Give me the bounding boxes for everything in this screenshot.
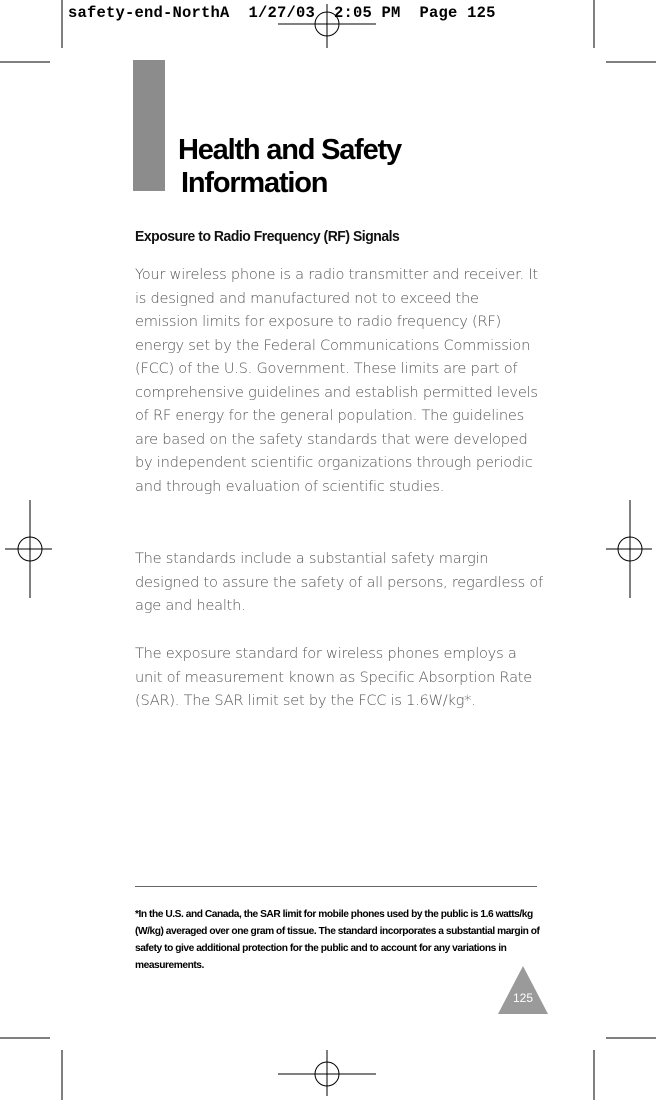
registration-mark-top — [278, 4, 376, 48]
paragraph-3: The exposure standard for wireless phones employs a unit of measurement known as Specific Absorption Rate (SAR). The SAR limit set by the FCC is 1.6W/kg*. — [135, 645, 532, 709]
triangle-icon — [498, 966, 548, 1014]
paragraph-2: The standards include a substantial safety margin designed to assure the safety of all persons, regardless of age and health. — [135, 550, 543, 614]
section-tab-bar — [133, 60, 165, 191]
page-title-line1: Health and Safety — [178, 134, 401, 166]
registration-mark-left — [5, 500, 52, 598]
page-title — [178, 134, 401, 200]
section-heading: Exposure to Radio Frequency (RF) Signals — [135, 228, 400, 245]
footnote: *In the U.S. and Canada, the SAR limit for mobile phones used by the public is 1.6 watts/kg (W/kg) averaged over one gram of tissue. The standard incorporates a substantial margin of safety to give additional protection for the public and to account for any variations in measurements. — [135, 909, 540, 971]
page-number: 125 — [512, 991, 534, 1005]
footnote-divider — [135, 886, 537, 887]
page-title-line2: Information — [181, 167, 328, 199]
registration-mark-bottom — [278, 1050, 376, 1096]
page-number-badge — [498, 966, 548, 1014]
print-slug: safety-end-NorthA 1/27/03 2:05 PM Page 125 — [68, 4, 496, 22]
registration-mark-right — [606, 500, 652, 598]
paragraph-1: Your wireless phone is a radio transmitter and receiver. It is designed and manufactured not to exceed the emission limits for exposure to radio frequency (RF) energy set by the Federal Communications Commission (FCC) of the U.S. Government. These limits are part of comprehensive guidelines and establish permitted levels of RF energy for the general population. The guidelines are based on the safety standards that were developed by independent scientific organizations through periodic and through evaluation of scientific studies. — [135, 266, 538, 495]
